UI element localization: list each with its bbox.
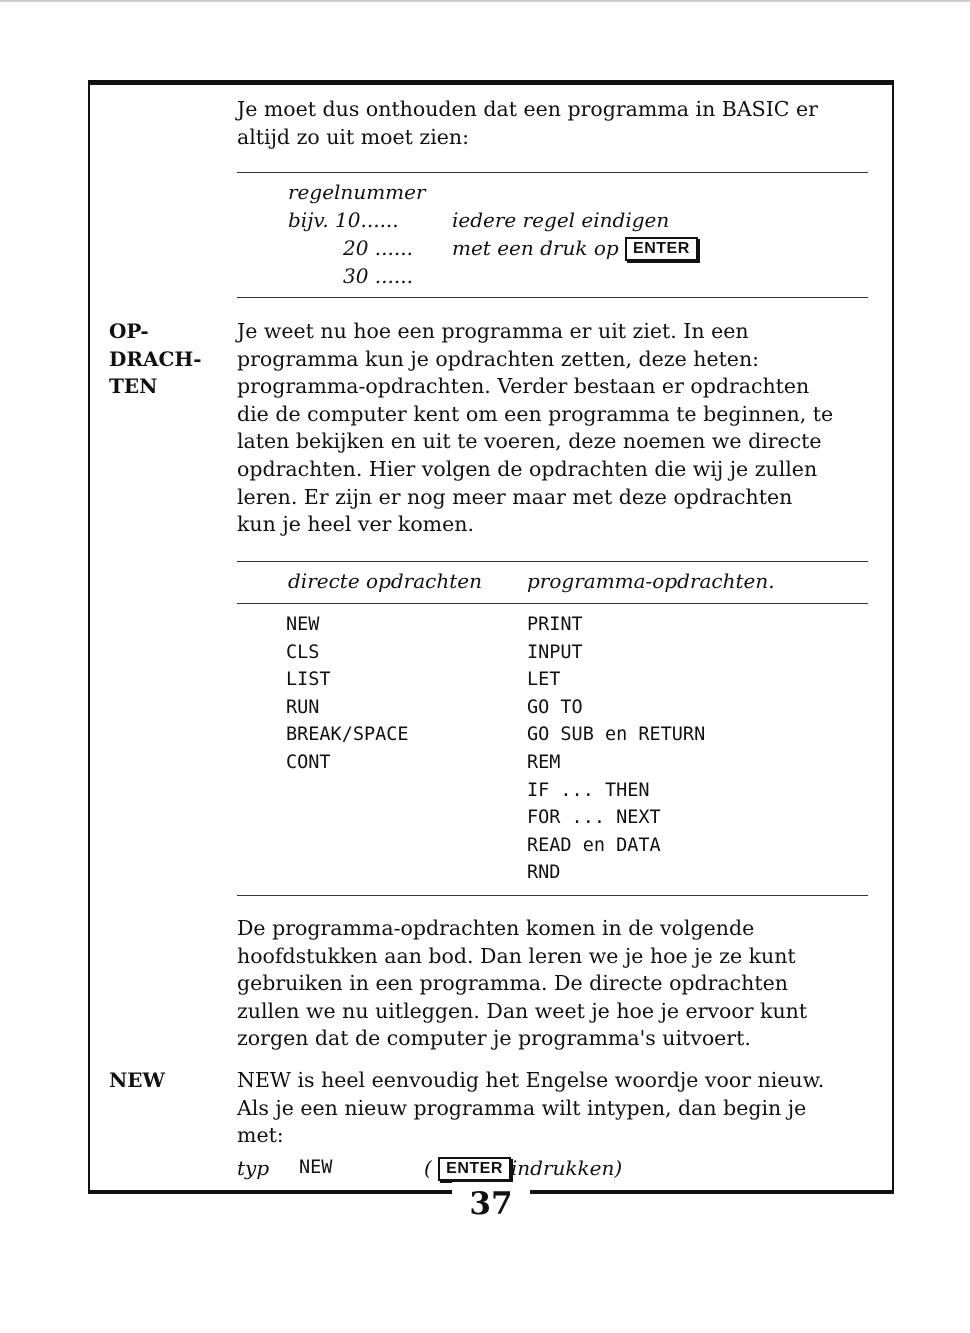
program-command: LET bbox=[527, 669, 561, 691]
opdrachten-heading-line-1: OP- bbox=[109, 319, 149, 343]
program-command: PRINT bbox=[527, 614, 583, 635]
opdrachten-line-4: die de computer kent om een programma te beginnen, te bbox=[237, 401, 834, 426]
program-command: INPUT bbox=[527, 641, 583, 663]
opdrachten-heading-line-3: TEN bbox=[109, 374, 158, 399]
typ-label: typ bbox=[237, 1156, 270, 1180]
table-header-direct: directe opdrachten bbox=[288, 569, 482, 593]
example-note-2-text: met een druk op bbox=[452, 236, 619, 260]
opdrachten-heading-line-2: DRACH- bbox=[109, 346, 202, 371]
program-command: GO TO bbox=[527, 696, 583, 718]
table-top-rule bbox=[237, 561, 868, 562]
program-command: RND bbox=[527, 862, 561, 884]
program-commands-column bbox=[527, 611, 705, 887]
opdrachten-line-2: programma kun je opdrachten zetten, deze heten: bbox=[237, 346, 760, 371]
enter-key-icon: ENTER bbox=[625, 237, 698, 261]
example-line-30: 30 ...... bbox=[343, 264, 413, 288]
opdrachten-line-8: kun je heel ver komen. bbox=[237, 512, 474, 537]
new-line-1: NEW is heel eenvoudig het Engelse woordje voor nieuw. bbox=[237, 1068, 825, 1092]
program-command: READ en DATA bbox=[527, 834, 661, 856]
typ-instruction bbox=[424, 1156, 622, 1181]
opdrachten-line-6: opdrachten. Hier volgen de opdrachten die wij je zullen bbox=[237, 457, 818, 481]
page-number: 37 bbox=[452, 1182, 530, 1226]
paren-open: ( bbox=[424, 1156, 432, 1180]
table-header-program: programma-opdrachten. bbox=[527, 569, 775, 593]
after-table-line-1: De programma-opdrachten komen in de volgende bbox=[237, 916, 755, 940]
new-heading: NEW bbox=[109, 1068, 165, 1092]
example-note-2 bbox=[452, 236, 698, 261]
typ-command: NEW bbox=[299, 1157, 333, 1178]
example-line-10: bijv. 10...... bbox=[288, 208, 399, 232]
after-table-line-2: hoofdstukken aan bod. Dan leren we je hoe je ze kunt bbox=[237, 943, 796, 968]
intro-line-1: Je moet dus onthouden dat een programma in BASIC er bbox=[237, 97, 818, 121]
indrukken-text: indrukken) bbox=[510, 1156, 623, 1180]
direct-commands-column bbox=[286, 611, 409, 777]
direct-command: BREAK/SPACE bbox=[286, 724, 409, 746]
opdrachten-line-7: leren. Er zijn er nog meer maar met deze opdrachten bbox=[237, 484, 793, 509]
example-note-1: iedere regel eindigen bbox=[452, 208, 670, 232]
direct-command: LIST bbox=[286, 669, 331, 691]
after-table-line-5: zorgen dat de computer je programma's uitvoert. bbox=[237, 1026, 751, 1051]
after-table-line-3: gebruiken in een programma. De directe opdrachten bbox=[237, 971, 788, 996]
table-bottom-rule bbox=[237, 895, 868, 896]
direct-command: CONT bbox=[286, 751, 331, 773]
new-line-3: met: bbox=[237, 1123, 284, 1148]
example-regelnummer: regelnummer bbox=[288, 180, 426, 204]
opdrachten-line-3: programma-opdrachten. Verder bestaan er opdrachten bbox=[237, 374, 810, 399]
table-header-rule bbox=[237, 603, 868, 604]
enter-key-icon: ENTER bbox=[438, 1157, 511, 1181]
program-command: GO SUB en RETURN bbox=[527, 724, 706, 746]
program-command: REM bbox=[527, 751, 561, 773]
intro-line-2: altijd zo uit moet zien: bbox=[237, 124, 470, 149]
program-command: IF ... THEN bbox=[527, 779, 650, 801]
new-line-2: Als je een nieuw programma wilt intypen, dan begin je bbox=[237, 1095, 807, 1120]
direct-command: RUN bbox=[286, 696, 320, 718]
opdrachten-line-1: Je weet nu hoe een programma er uit ziet. In een bbox=[237, 319, 749, 343]
opdrachten-line-5: laten bekijken en uit te voeren, deze noemen we directe bbox=[237, 429, 822, 454]
direct-command: NEW bbox=[286, 614, 320, 635]
after-table-line-4: zullen we nu uitleggen. Dan weet je hoe je ervoor kunt bbox=[237, 998, 808, 1023]
example-bottom-rule bbox=[237, 297, 868, 298]
example-top-rule bbox=[237, 172, 868, 173]
example-line-20: 20 ...... bbox=[343, 236, 413, 260]
scan-top-edge bbox=[0, 0, 970, 2]
program-command: FOR ... NEXT bbox=[527, 807, 661, 829]
direct-command: CLS bbox=[286, 641, 320, 663]
